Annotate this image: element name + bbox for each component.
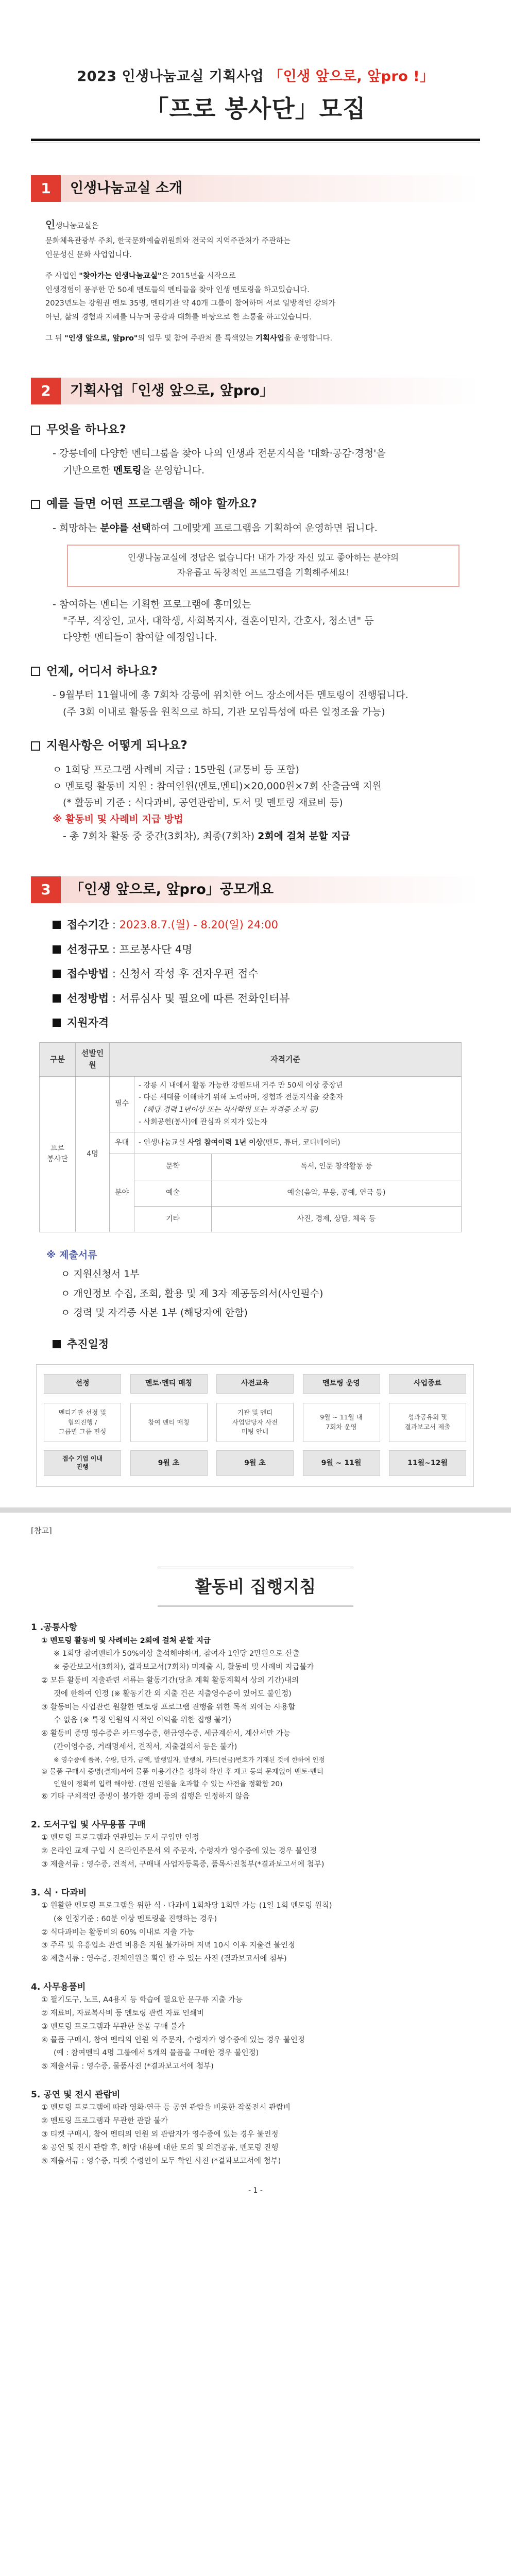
criteria-line: (해당 경력 1년이상 또는 석사학위 또는 자격증 소지 등)	[144, 1106, 319, 1114]
answer-example	[31, 520, 480, 536]
answer-emphasis: 멘토링	[113, 464, 142, 476]
criteria-line: - 사회공헌(봉사)에 관심과 의지가 있는자	[139, 1117, 268, 1126]
intro-paragraph-1	[45, 215, 466, 262]
overview-method: 접수방법 : 신청서 작성 후 전자우편 접수	[31, 965, 480, 983]
answer-example-participants	[31, 596, 480, 646]
appendix-line: ⑤ 물품 구매시 증명(결제)서에 물품 이용기간을 정확히 확인 후 재고 등의 문제없이 멘토·멘티	[41, 1768, 323, 1776]
table-cell-field-name: 기타	[134, 1206, 212, 1232]
payment-method-heading: ※ 활동비 및 사례비 지급 방법	[53, 814, 183, 825]
question-text: 언제, 어디서 하나요?	[46, 664, 158, 678]
required-documents	[31, 1246, 480, 1322]
appendix-line: ② 온라인 교재 구입 시 온라인주문서 외 주문자, 수령자가 영수증에 있는 경우 불인정	[41, 1847, 317, 1856]
answer-support	[31, 761, 480, 844]
appendix-heading: 1 .공통사항	[31, 1622, 77, 1633]
schedule-step-body: 기관 및 멘티 사업담당자 사전 미팅 안내	[216, 1403, 294, 1442]
appendix-heading: 5. 공연 및 전시 관람비	[31, 2090, 121, 2100]
intro-emphasis: 기획사업	[255, 334, 284, 343]
schedule-step-body: 참여 멘티 매칭	[130, 1403, 208, 1442]
overview-label: 지원자격	[67, 1016, 109, 1029]
appendix-line: (예 : 참여멘티 4명 그룹에서 5개의 물품을 구매한 경우 불인정)	[54, 2049, 259, 2058]
header-subtitle-highlight: 「인생 앞으로, 앞pro !」	[269, 69, 434, 84]
schedule-date-row	[44, 1442, 466, 1476]
table-header: 구분	[40, 1043, 76, 1077]
section-title: 기획사업「인생 앞으로, 앞pro」	[70, 382, 274, 399]
overview-label: 접수기간	[67, 919, 109, 931]
checkbox-square-icon	[31, 741, 40, 751]
appendix-line: ③ 티켓 구매시, 참여 멘티의 인원 외 관람자가 영수증에 있는 경우 불인정	[41, 2130, 279, 2139]
appendix-line: 것에 한하여 인정 (※ 활동기간 외 지출 건은 지출영수증이 있어도 불인정)	[54, 1689, 292, 1698]
appendix-line: ② 멘토링 프로그램과 무관한 관람 불가	[41, 2117, 168, 2126]
appendix-title: 활동비 집행지침	[158, 1567, 353, 1606]
appendix-emphasis: ① 멘토링 활동비 및 사례비는 2회에 걸쳐 분할 지급	[41, 1636, 211, 1645]
square-bullet-icon	[53, 945, 61, 954]
qualification-table	[39, 1042, 462, 1232]
overview-label: 선정방법	[67, 992, 109, 1005]
appendix-line: ※ 1회당 참여멘티가 50%이상 출석해야하며, 참여자 1인당 2만원으로 산출	[54, 1650, 300, 1658]
appendix-heading: 2. 도서구입 및 사무용품 구매	[31, 1819, 146, 1830]
section-header-3	[31, 876, 480, 903]
section-number: 2	[31, 378, 61, 404]
document-item: ㅇ 경력 및 자격증 사본 1부 (해당자에 한함)	[61, 1307, 248, 1318]
answer-when	[31, 687, 480, 720]
schedule-step-date: 접수 기업 이내 진행	[44, 1450, 121, 1476]
answer-line	[53, 828, 480, 844]
highlight-note-box	[67, 545, 459, 587]
intro-line: 의 업무 및 참여 주관처 를 특색있는	[138, 334, 253, 343]
overview-qualification	[31, 1014, 480, 1032]
overview-value: 2023.8.7.(월) - 8.20(일) 24:00	[119, 919, 279, 931]
appendix-line: ① 원활한 멘토링 프로그램을 위한 식 · 다과비 1회차당 1회만 가능 (1일 1회 멘토링 원칙)	[41, 1901, 332, 1910]
table-cell-must	[134, 1076, 462, 1132]
intro-line: 2023년도는 강원권 멘토 35명, 멘티기관 약 40개 그룹이 참여하며 서로 일방적인 강의가	[45, 299, 336, 308]
question-text: 예를 들면 어떤 프로그램을 해야 할까요?	[46, 497, 257, 511]
checkbox-square-icon	[31, 426, 40, 435]
appendix-line: ② 모든 활동비 지출관련 서류는 활동기간(당초 계획 활동계획서 상의 기간)내의	[41, 1676, 299, 1685]
appendix-line: ① 멘토링 프로그램과 연관있는 도서 구입만 인정	[41, 1834, 199, 1842]
question-example	[31, 495, 480, 514]
note-line: 자유롭고 독창적인 프로그램을 기획해주세요!	[177, 567, 350, 578]
answer-fragment: 기반으로한	[63, 464, 110, 476]
note-line: 인생나눔교실에 정답은 없습니다! 내가 가장 자신 있고 좋아하는 분야의	[127, 553, 399, 563]
documents-heading: ※ 제출서류	[46, 1249, 97, 1261]
answer-emphasis: 2회에 걸쳐 분할 지급	[258, 830, 350, 842]
answer-line: 다양한 멘티들이 참여할 예정입니다.	[63, 632, 217, 643]
appendix-line: ② 식다과비는 활동비의 60% 이내로 지출 가능	[41, 1928, 194, 1937]
table-cell-count: 4명	[76, 1076, 110, 1232]
table-cell-field-value: 예술(음악, 무용, 공예, 연극 등)	[212, 1180, 462, 1207]
table-cell-field-name: 예술	[134, 1180, 212, 1207]
answer-line: - 9월부터 11월내에 총 7회차 강릉에 위치한 어느 장소에서든 멘토링이 진행됩니다.	[53, 689, 408, 701]
appendix-line: ④ 활동비 증명 영수증은 카드영수증, 현금영수증, 세금계산서, 계산서만 가능	[41, 1730, 291, 1738]
overview-scale: 선정규모 : 프로봉사단 4명	[31, 941, 480, 959]
schedule-step-head: 선정	[44, 1374, 121, 1394]
appendix-line: ④ 제출서류 : 영수증, 전체인원을 확인 할 수 있는 사진 (결과보고서에 첨부)	[41, 1955, 287, 1963]
appendix-heading: 3. 식 · 다과비	[31, 1887, 87, 1898]
question-text: 지원사항은 어떻게 되나요?	[46, 738, 188, 752]
table-header-row	[40, 1043, 462, 1077]
section-header-2	[31, 378, 480, 404]
schedule-table	[36, 1364, 474, 1487]
table-cell-label: 분야	[110, 1154, 134, 1232]
appendix-line: ① 필기도구, 노트, A4용지 등 학습에 필요한 문구류 지출 가능	[41, 1996, 243, 2005]
schedule-step-date: 11월~12월	[389, 1450, 466, 1476]
intro-paragraph-2	[45, 269, 466, 325]
answer-emphasis: 분야를 선택	[100, 522, 151, 534]
answer-line: "주부, 직장인, 교사, 대학생, 사회복지사, 결혼이민자, 간호사, 청소년" 등	[63, 615, 374, 627]
criteria-line: - 다른 세대를 이해하기 위해 노력하며, 경험과 전문지식을 갖춘자	[139, 1093, 343, 1102]
answer-line: ㅇ 멘토링 활동비 지원 : 참여인원(멘토,멘티)×20,000원×7회 산출금액 지원	[53, 780, 382, 792]
checkbox-square-icon	[31, 667, 40, 676]
answer-fragment: - 총 7회차 활동 중 중간(3회차), 최종(7회차)	[63, 830, 255, 842]
answer-fragment: 을 운영합니다.	[141, 464, 205, 476]
overview-value: 프로봉사단 4명	[119, 943, 193, 956]
square-bullet-icon	[53, 994, 61, 1003]
overview-label: 선정규모	[67, 943, 109, 956]
table-cell-type: 프로 봉사단	[40, 1076, 76, 1232]
table-header: 자격기준	[110, 1043, 462, 1077]
table-cell-field-value: 독서, 인문 창작활동 등	[212, 1154, 462, 1180]
answer-line	[53, 462, 480, 479]
answer-line	[53, 520, 480, 536]
square-bullet-icon	[53, 1340, 61, 1348]
appendix-line: ※ 중간보고서(3회차), 결과보고서(7회차) 미제출 시, 활동비 및 사례비 지급불가	[54, 1663, 314, 1672]
intro-line: 생나눔교실은	[55, 222, 99, 231]
table-cell-label: 우대	[110, 1132, 134, 1154]
intro-emphasis: "인생 앞으로, 앞pro"	[64, 334, 138, 343]
section-title: 인생나눔교실 소개	[70, 180, 183, 197]
criteria-fragment: (멘토, 튜터, 코디네이터)	[263, 1138, 340, 1147]
answer-fragment: 하여 그에맞게 프로그램을 기획하여 운영하면 됩니다.	[150, 522, 378, 534]
schedule-body-row	[44, 1394, 466, 1442]
appendix-line: ③ 멘토링 프로그램과 무관한 물품 구매 불가	[41, 2022, 185, 2031]
answer-line: - 참여하는 멘티는 기획한 프로그램에 흥미있는	[53, 598, 251, 610]
appendix-line: 수 없음 (※ 특정 인원의 사적인 이익을 위한 집행 불가)	[54, 1716, 232, 1725]
page-number: - 1 -	[248, 2187, 263, 2195]
appendix-line: ④ 물품 구매시, 참여 멘티의 인원 외 주문자, 수령자가 영수증에 있는 경우 불인정	[41, 2036, 305, 2044]
schedule-step-body: 멘티기관 선정 및 협의진행 / 그룹별 그룹 편성	[44, 1403, 121, 1442]
question-support	[31, 737, 480, 755]
criteria-line: - 강릉 시 내에서 활동 가능한 강원도내 거주 만 50세 이상 중장년	[139, 1081, 343, 1090]
schedule-step-head: 사업종료	[389, 1374, 466, 1394]
question-when	[31, 663, 480, 681]
section-divider	[0, 1507, 511, 1513]
table-cell-field-name: 문학	[134, 1154, 212, 1180]
intro-emphasis: "찾아가는 인생나눔교실"	[79, 272, 162, 280]
square-bullet-icon	[53, 970, 61, 978]
schedule-header-row	[44, 1374, 466, 1394]
document-title: 「프로 봉사단」모집	[145, 94, 366, 123]
header-rule-thick	[31, 139, 480, 141]
appendix-heading: 4. 사무용품비	[31, 1981, 86, 1992]
answer-fragment: - 희망하는	[53, 522, 97, 534]
section-header-1	[31, 175, 480, 202]
schedule-step-body: 성과공유회 및 결과보고서 제출	[389, 1403, 466, 1442]
document-item: ㅇ 개인정보 수집, 조회, 활용 및 제 3자 제공동의서(사인필수)	[61, 1287, 323, 1299]
appendix-line: (※ 인정기준 : 60분 이상 멘토링을 진행하는 경우)	[54, 1914, 217, 1923]
overview-label: 추진일정	[67, 1337, 109, 1350]
overview-value: 신청서 작성 후 전자우편 접수	[119, 968, 259, 980]
intro-drop-letter: 인	[45, 218, 56, 231]
criteria-emphasis: 사업 참여이력 1년 이상	[188, 1138, 263, 1147]
appendix-line: (간이영수증, 거래명세서, 견적서, 지출결의서 등은 불가)	[54, 1743, 237, 1752]
section-title: 「인생 앞으로, 앞pro」공모개요	[70, 882, 274, 898]
overview-schedule	[31, 1336, 480, 1353]
table-cell-preferred	[134, 1132, 462, 1154]
table-header: 선발인원	[76, 1043, 110, 1077]
schedule-step-head: 멘토·멘티 매칭	[130, 1374, 208, 1394]
appendix-line: ④ 공연 및 전시 관람 후, 해당 내용에 대한 토의 및 의견공유, 멘토링 진행	[41, 2143, 279, 2152]
table-cell-label: 필수	[110, 1076, 134, 1132]
answer-line: (* 활동비 기준 : 식다과비, 공연관람비, 도서 및 멘토링 재료비 등)	[63, 797, 343, 809]
appendix-line: ⑤ 제출서류 : 영수증, 물품사진 (*결과보고서에 첨부)	[41, 2062, 214, 2071]
intro-line: 문화체육관광부 주최, 한국문화예술위원회와 전국의 지역주관처가 주관하는	[45, 237, 291, 246]
question-text: 무엇을 하나요?	[46, 422, 126, 436]
intro-line: 인생경험이 풍부한 만 50세 멘토들의 멘티들을 찾아 인생 멘토링을 하고있습니다.	[45, 285, 310, 294]
appendix-line: 인원이 정확히 입력 해야함. (전원 인원을 초과할 수 있는 사전을 정확함 20)	[54, 1780, 283, 1789]
document-header	[31, 0, 480, 143]
schedule-step-date: 9월 초	[216, 1450, 294, 1476]
appendix-line: ③ 제출서류 : 영수증, 견적서, 구매내 사업자등록증, 품목사진첨부(*결과보고서에 첨부)	[41, 1860, 325, 1869]
appendix-line: ⑤ 제출서류 : 영수증, 티켓 수령인이 모두 학인 사진 (*결과보고서에 첨부)	[41, 2157, 281, 2165]
intro-line: 그 뒤	[45, 334, 62, 343]
appendix-line: ※ 영수증에 품목, 수량, 단가, 금액, 발행일자, 발행처, 카드(현금)번호가 기재된 것에 한하여 인정	[54, 1755, 325, 1764]
appendix-line	[31, 1635, 480, 1648]
square-bullet-icon	[53, 921, 61, 929]
answer-line: - 강릉네에 다양한 멘티그룹을 찾아 나의 인생과 전문지식을 '대화·공감·경청'을	[53, 448, 386, 460]
appendix-line: ⑥ 기타 구체적인 증빙이 불가한 경비 등의 집행은 인정하지 않음	[41, 1792, 250, 1801]
schedule-step-date: 9월 초	[130, 1450, 208, 1476]
schedule-step-body: 9월 ~ 11월 내 7회차 운영	[303, 1403, 380, 1442]
schedule-step-head: 사전교육	[216, 1374, 294, 1394]
reference-label: [참고]	[31, 1526, 52, 1535]
question-what	[31, 421, 480, 439]
appendix-line: ③ 주류 및 유흥업소 관련 비용은 지원 불가하며 저녁 10시 이후 지출건 불인정	[41, 1941, 295, 1950]
intro-line: 인문성신 문화 사업입니다.	[45, 250, 132, 259]
answer-what	[31, 445, 480, 479]
criteria-fragment: - 인생나눔교실	[139, 1138, 185, 1147]
header-subtitle-prefix: 2023 인생나눔교실 기획사업	[77, 69, 264, 84]
overview-period: 접수기간 : 2023.8.7.(월) - 8.20(일) 24:00	[31, 917, 480, 934]
table-row	[40, 1076, 462, 1132]
overview-label: 접수방법	[67, 968, 109, 980]
header-subtitle	[31, 66, 480, 88]
intro-text	[31, 215, 480, 346]
square-bullet-icon	[53, 1019, 61, 1027]
overview-value: 서류심사 및 필요에 따른 전화인터뷰	[119, 992, 290, 1005]
table-cell-field-value: 사진, 경제, 상담, 체육 등	[212, 1206, 462, 1232]
intro-paragraph-3	[45, 332, 466, 346]
appendix-line: ① 멘토링 프로그램에 따라 영화·연극 등 공연 관람을 비롯한 작품전시 관람비	[41, 2104, 291, 2112]
intro-line: 아닌, 삶의 경험과 지혜를 나누며 공감과 대화를 바탕으로 한 소통을 하고있습니다.	[45, 313, 312, 322]
overview-selection: 선정방법 : 서류심사 및 필요에 따른 전화인터뷰	[31, 990, 480, 1008]
intro-line: 을 운영합니다.	[284, 334, 333, 343]
section-number: 3	[31, 876, 61, 903]
intro-line: 주 사업인	[45, 272, 77, 280]
answer-line: ㅇ 1회당 프로그램 사례비 지급 : 15만원 (교통비 등 포함)	[53, 764, 299, 775]
answer-line: (주 3회 이내로 활동을 원칙으로 하되, 기관 모임특성에 따른 일정조율 가능)	[63, 706, 385, 718]
document-item: ㅇ 지원신청서 1부	[61, 1268, 140, 1280]
appendix-line: ② 재료비, 자료복사비 등 멘토링 관련 자료 인쇄비	[41, 2009, 205, 2018]
checkbox-square-icon	[31, 500, 40, 509]
schedule-step-head: 멘토링 운영	[303, 1374, 380, 1394]
appendix-line: ③ 활동비는 사업관련 원활한 멘토링 프로그램 진행을 위한 목적 외에는 사용할	[41, 1703, 296, 1711]
intro-line: 은 2015년을 시작으로	[161, 272, 236, 280]
section-number: 1	[31, 175, 61, 202]
schedule-step-date: 9월 ~ 11월	[303, 1450, 380, 1476]
